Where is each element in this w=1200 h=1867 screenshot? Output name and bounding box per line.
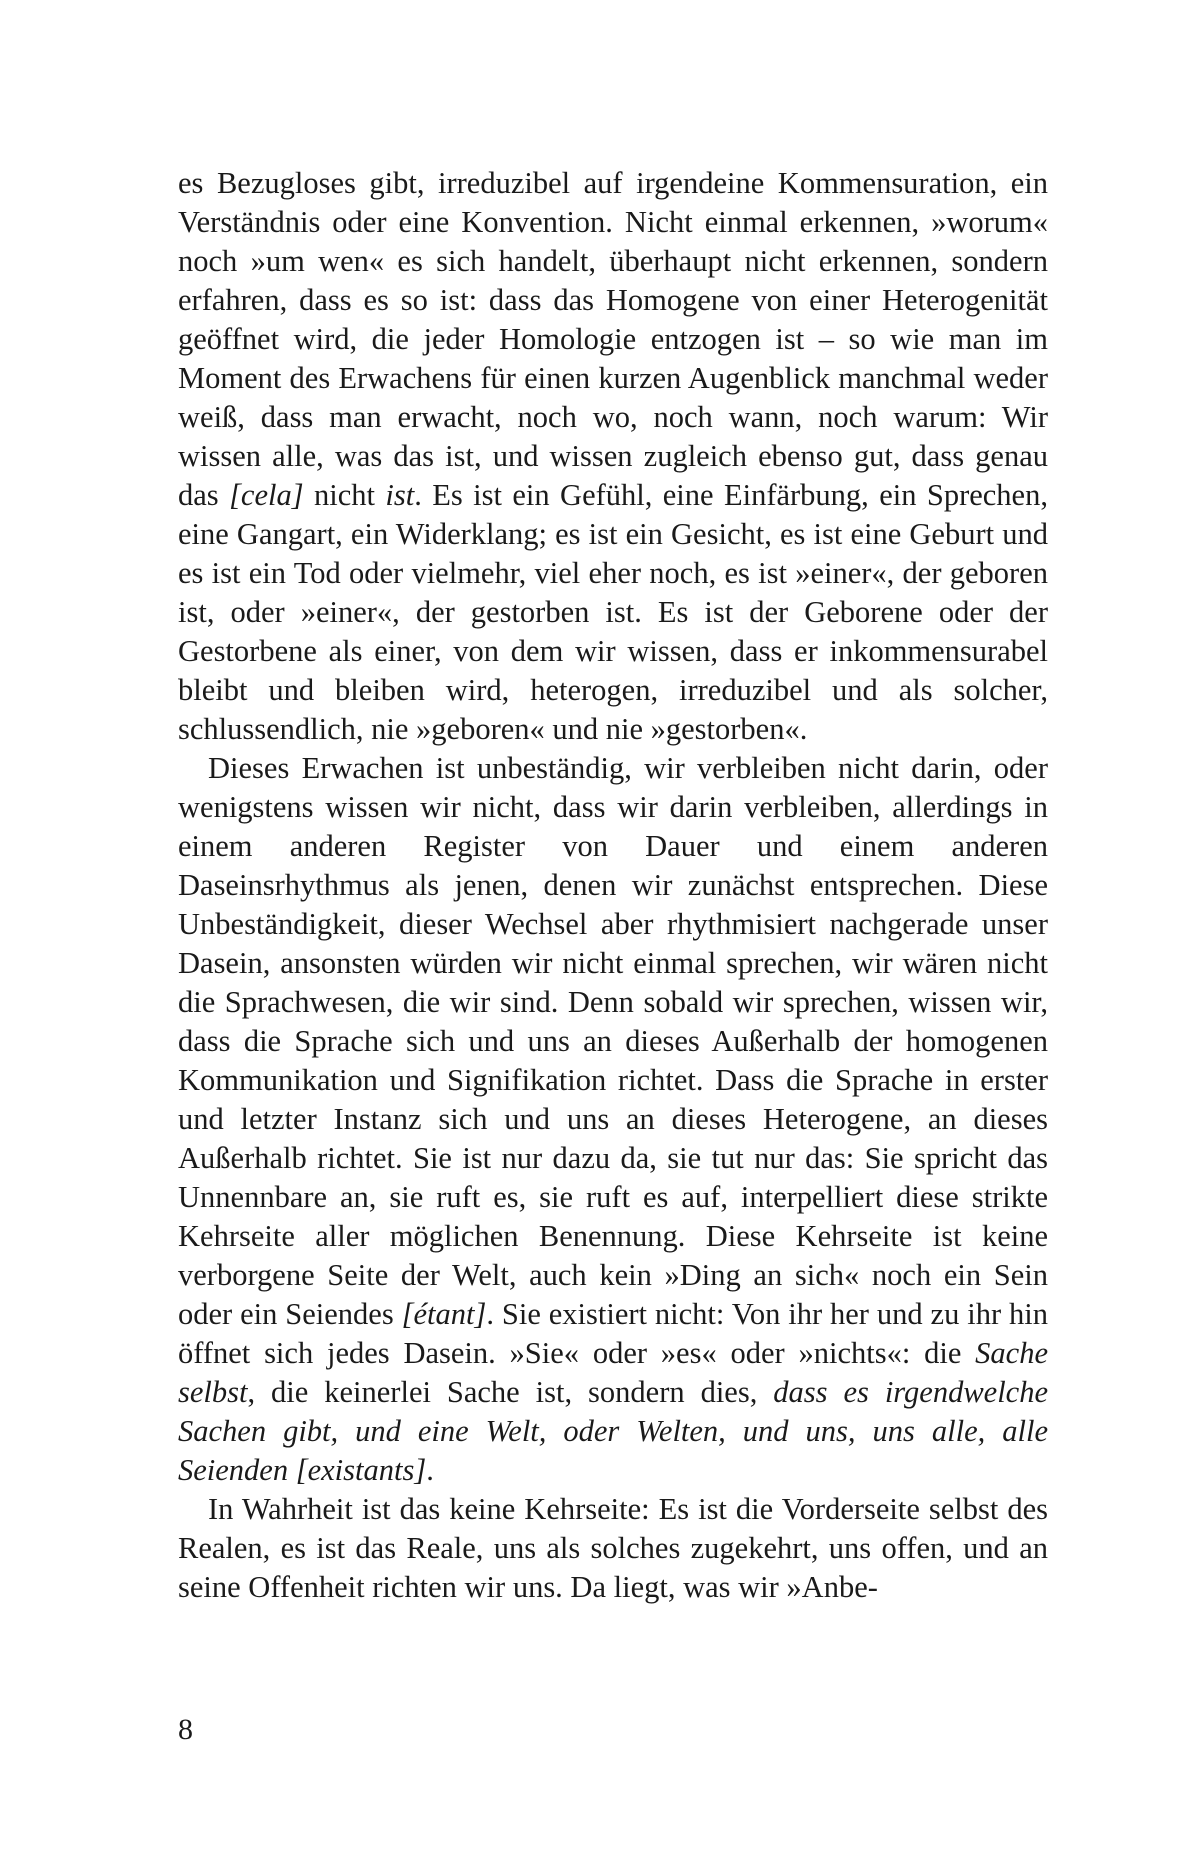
paragraph-1: [178, 164, 1048, 749]
text-run: . Es ist ein Gefühl, eine Einfärbung, ein Sprechen, eine Gangart, ein Widerklang; es ist ein Gesicht, es ist eine Geburt und es ist ein Tod oder vielmehr, viel eher noch, es ist »einer«, der geboren ist, oder »einer«, der gestorben ist. Es ist der Geborene oder der Gestorbene als einer, von dem wir wissen, dass er inkommensurabel bleibt und bleiben wird, heterogen, irreduzibel und als solcher, schlussendlich, nie »geboren« und nie »gestorben«.: [178, 478, 1048, 746]
text-run: . Sie existiert nicht: Von ihr her und zu ihr hin öffnet sich jedes Dasein. »Sie« oder »es« oder »nichts«: die: [178, 1297, 1048, 1370]
paragraph-3: [178, 1490, 1048, 1607]
page-number: 8: [178, 1713, 193, 1746]
text-run: .: [426, 1453, 434, 1487]
italic-text-run: Sache selbst: [178, 1336, 1048, 1409]
paragraph-2: [178, 749, 1048, 1490]
italic-text-run: [étant]: [401, 1297, 487, 1331]
body-text: [178, 164, 1048, 1607]
italic-text-run: ist: [385, 478, 415, 512]
italic-text-run: dass es irgendwelche Sachen gibt, und eine Welt, oder Welten, und uns, uns alle, alle Seienden [existants]: [178, 1375, 1048, 1487]
text-run: In Wahrheit ist das keine Kehrseite: Es ist die Vorderseite selbst des Realen, es ist das Reale, uns als solches zugekehrt, uns offen, und an seine Offenheit richten wir uns. Da liegt, was wir »Anbe-: [178, 1492, 1048, 1604]
text-run: nicht: [303, 478, 386, 512]
text-run: Dieses Erwachen ist unbeständig, wir verbleiben nicht darin, oder wenigstens wissen wir nicht, dass wir darin verbleiben, allerdings in einem anderen Register von Dauer und einem anderen Daseinsrhythmus als jenen, denen wir zunächst entsprechen. Diese Unbeständigkeit, dieser Wechsel aber rhythmisiert nachgerade unser Dasein, ansonsten würden wir nicht einmal sprechen, wir wären nicht die Sprachwesen, die wir sind. Denn sobald wir sprechen, wissen wir, dass die Sprache sich und uns an dieses Außerhalb der homogenen Kommunikation und Signifikation richtet. Dass die Sprache in erster und letzter Instanz sich und uns an dieses Heterogene, an dieses Außerhalb richtet. Sie ist nur dazu da, sie tut nur das: Sie spricht das Unnennbare an, sie ruft es, sie ruft es auf, interpelliert diese strikte Kehrseite aller möglichen Benennung. Diese Kehrseite ist keine verborgene Seite der Welt, auch kein »Ding an sich« noch ein Sein oder ein Seiendes: [178, 751, 1048, 1331]
text-run: es Bezugloses gibt, irreduzibel auf irgendeine Kommensuration, ein Verständnis oder eine Konvention. Nicht einmal erkennen, »worum« noch »um wen« es sich handelt, überhaupt nicht erkennen, sondern erfahren, dass es so ist: dass das Homogene von einer Heterogenität geöffnet wird, die jeder Homologie entzogen ist – so wie man im Moment des Erwachens für einen kurzen Augenblick manchmal weder weiß, dass man erwacht, noch wo, noch wann, noch warum: Wir wissen alle, was das ist, und wissen zugleich ebenso gut, dass genau das: [178, 166, 1048, 512]
text-run: , die keinerlei Sache ist, sondern dies,: [247, 1375, 774, 1409]
italic-text-run: [cela]: [229, 478, 304, 512]
